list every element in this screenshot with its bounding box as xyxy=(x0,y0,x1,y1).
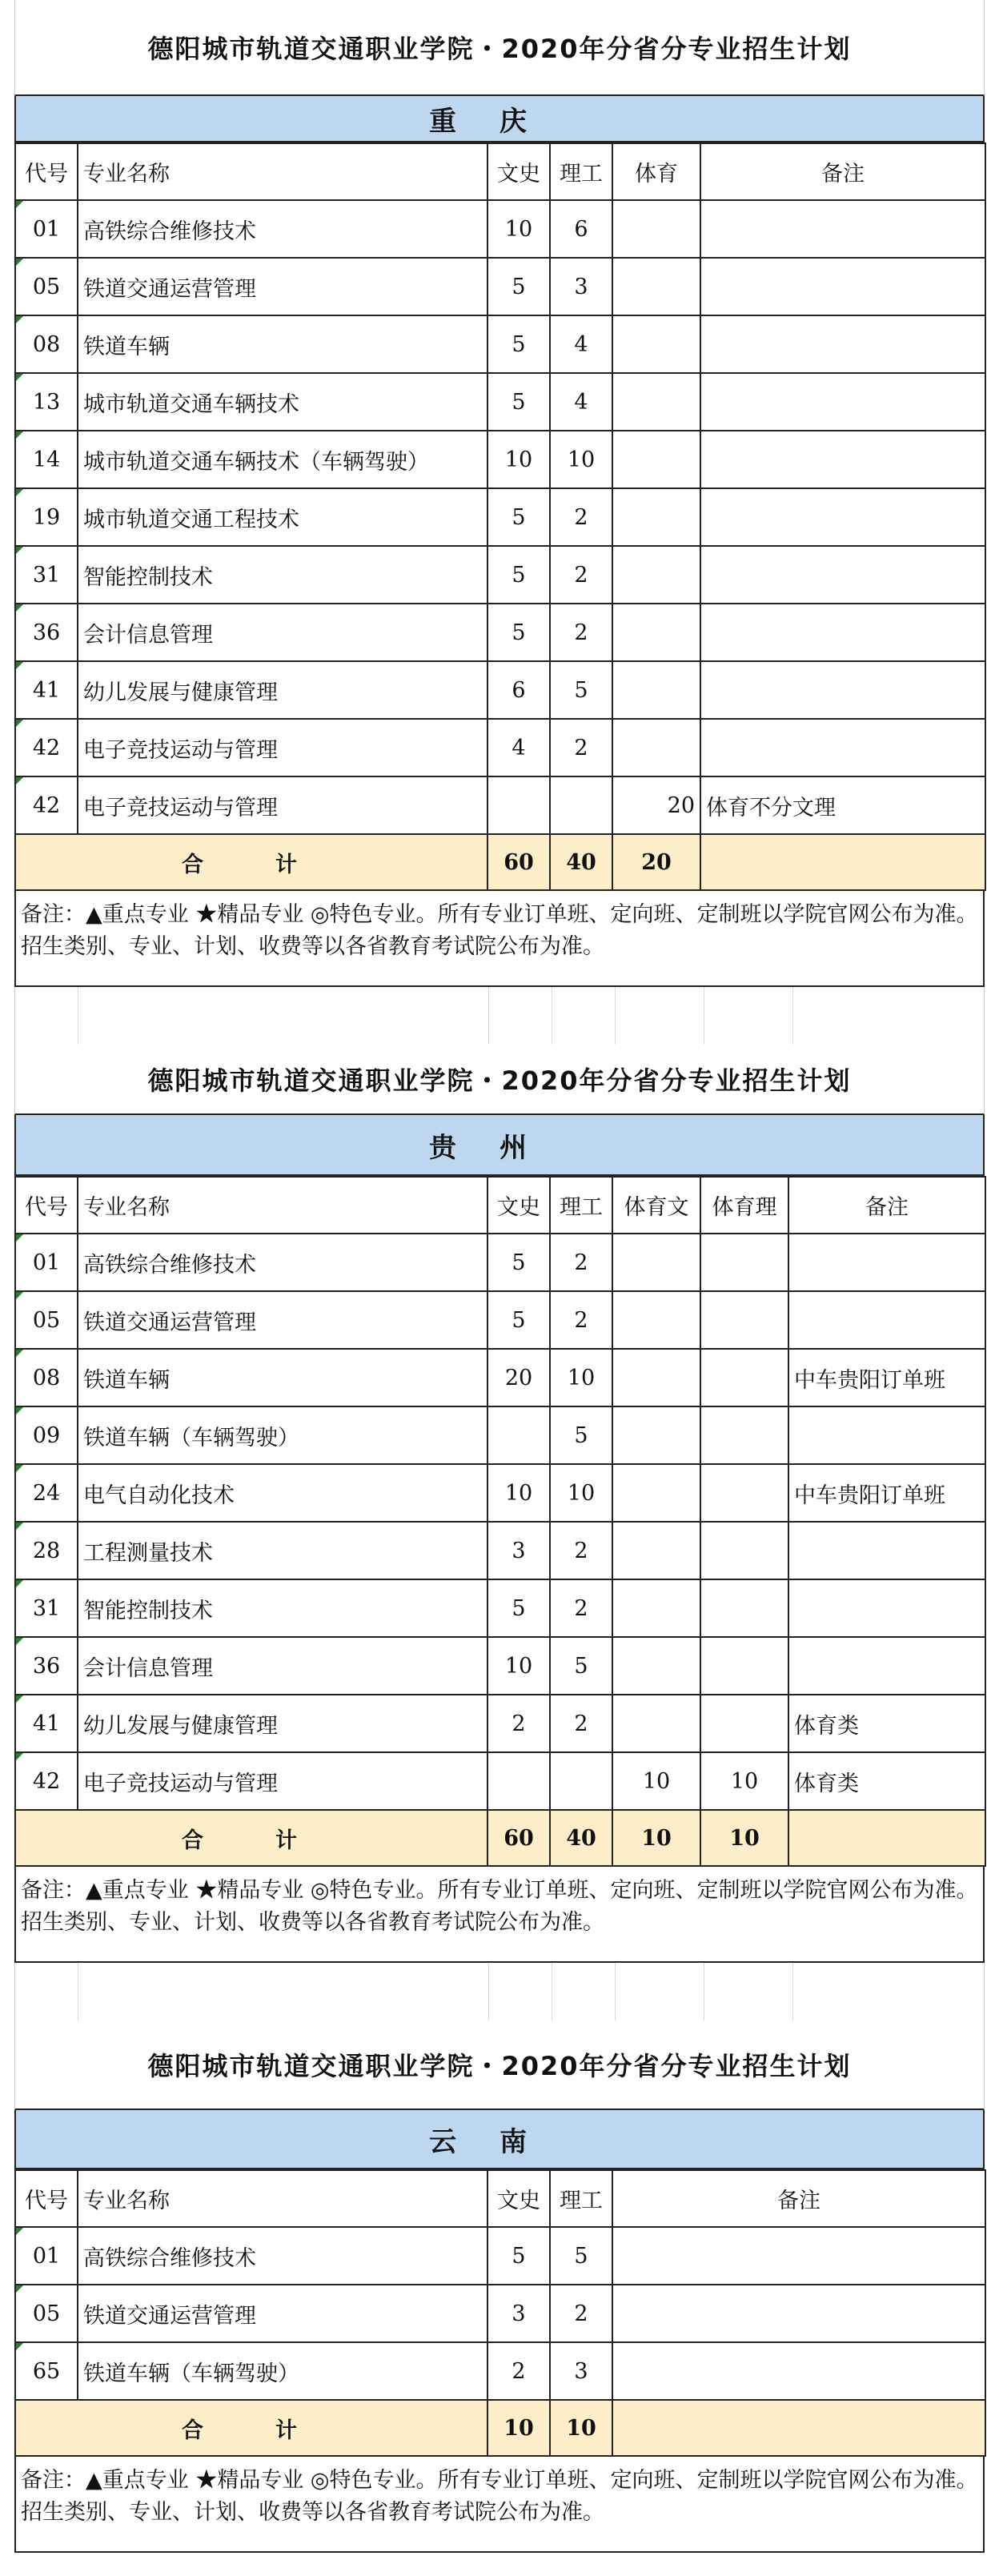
cell-name: 城市轨道交通车辆技术（车辆驾驶） xyxy=(78,431,487,488)
cell-flag-marker xyxy=(16,489,23,496)
total-wen: 10 xyxy=(487,2400,550,2456)
cell-note xyxy=(700,488,985,546)
cell-li: 2 xyxy=(550,2285,612,2342)
cell-li xyxy=(550,776,612,834)
header-code: 代号 xyxy=(15,143,78,200)
total-label: 合计 xyxy=(15,1810,487,1866)
cell-note: 体育不分文理 xyxy=(700,776,985,834)
table-row xyxy=(15,200,985,258)
header-note: 备注 xyxy=(788,1177,985,1234)
cell-name: 高铁综合维修技术 xyxy=(78,200,487,258)
cell-flag-marker xyxy=(16,316,23,323)
cell-flag-marker xyxy=(16,201,23,208)
cell-ty xyxy=(612,488,700,546)
cell-tyl xyxy=(700,1522,788,1579)
header-li: 理工 xyxy=(550,2170,612,2227)
cell-flag-marker xyxy=(16,1465,23,1472)
cell-name: 电气自动化技术 xyxy=(78,1464,487,1522)
cell-note xyxy=(700,373,985,431)
total-wen: 60 xyxy=(487,1810,550,1866)
cell-name: 铁道车辆（车辆驾驶） xyxy=(78,2342,487,2400)
cell-wen: 10 xyxy=(487,431,550,488)
total-li: 40 xyxy=(550,1810,612,1866)
total-row xyxy=(15,1810,985,1866)
cell-tyl xyxy=(700,1695,788,1752)
legend-note: 备注：▲重点专业 ★精品专业 ◎特色专业。所有专业订单班、定向班、定制班以学院官网公布为准。招生类别、专业、计划、收费等以各省教育考试院公布为准。 xyxy=(14,2457,985,2553)
cell-ty xyxy=(612,546,700,604)
cell-note xyxy=(788,1291,985,1349)
cell-code: 36 xyxy=(15,604,78,661)
cell-tyw xyxy=(612,1637,700,1695)
cell-tyl xyxy=(700,1291,788,1349)
header-note: 备注 xyxy=(612,2170,985,2227)
cell-note xyxy=(788,1637,985,1695)
cell-li: 2 xyxy=(550,604,612,661)
cell-code: 31 xyxy=(15,546,78,604)
cell-code: 42 xyxy=(15,719,78,776)
cell-flag-marker xyxy=(16,1407,23,1414)
cell-flag-marker xyxy=(16,1638,23,1645)
table-row xyxy=(15,1464,985,1522)
cell-flag-marker xyxy=(16,259,23,266)
cell-li: 5 xyxy=(550,1406,612,1464)
cell-name: 铁道交通运营管理 xyxy=(78,1291,487,1349)
table-row xyxy=(15,776,985,834)
cell-note: 体育类 xyxy=(788,1695,985,1752)
total-li: 10 xyxy=(550,2400,612,2456)
blank-spacer xyxy=(14,1963,985,2020)
cell-code: 08 xyxy=(15,315,78,373)
cell-flag-marker xyxy=(16,2228,23,2235)
cell-note xyxy=(788,1234,985,1291)
cell-tyw xyxy=(612,1234,700,1291)
cell-flag-marker xyxy=(16,2285,23,2293)
table-row xyxy=(15,1752,985,1810)
header-li: 理工 xyxy=(550,1177,612,1234)
total-label: 合计 xyxy=(15,834,487,890)
cell-name: 会计信息管理 xyxy=(78,604,487,661)
cell-ty xyxy=(612,258,700,315)
cell-code: 65 xyxy=(15,2342,78,2400)
table-row xyxy=(15,2227,985,2285)
table-row xyxy=(15,431,985,488)
cell-note xyxy=(612,2342,985,2400)
cell-code: 41 xyxy=(15,1695,78,1752)
header-name: 专业名称 xyxy=(78,143,487,200)
cell-flag-marker xyxy=(16,604,23,612)
table-row xyxy=(15,315,985,373)
cell-note xyxy=(788,1579,985,1637)
cell-wen: 5 xyxy=(487,1579,550,1637)
cell-flag-marker xyxy=(16,374,23,381)
cell-tyl xyxy=(700,1349,788,1406)
cell-wen: 2 xyxy=(487,1695,550,1752)
cell-name: 铁道车辆（车辆驾驶） xyxy=(78,1406,487,1464)
table-header-row xyxy=(15,2170,985,2227)
cell-ty xyxy=(612,604,700,661)
cell-li: 3 xyxy=(550,258,612,315)
cell-tyw xyxy=(612,1349,700,1406)
plan-table-chongqing xyxy=(14,142,986,891)
legend-note: 备注：▲重点专业 ★精品专业 ◎特色专业。所有专业订单班、定向班、定制班以学院官网公布为准。招生类别、专业、计划、收费等以各省教育考试院公布为准。 xyxy=(14,891,985,987)
cell-tyw: 10 xyxy=(612,1752,700,1810)
cell-name: 幼儿发展与健康管理 xyxy=(78,661,487,719)
cell-name: 电子竞技运动与管理 xyxy=(78,719,487,776)
total-note xyxy=(612,2400,985,2456)
cell-flag-marker xyxy=(16,1234,23,1242)
header-wen: 文史 xyxy=(487,143,550,200)
cell-code: 42 xyxy=(15,776,78,834)
cell-code: 41 xyxy=(15,661,78,719)
cell-flag-marker xyxy=(16,1695,23,1703)
cell-name: 工程测量技术 xyxy=(78,1522,487,1579)
cell-li: 2 xyxy=(550,488,612,546)
admission-plan-document xyxy=(14,0,985,2553)
cell-code: 01 xyxy=(15,1234,78,1291)
cell-li: 2 xyxy=(550,1234,612,1291)
cell-wen: 5 xyxy=(487,546,550,604)
cell-li: 4 xyxy=(550,373,612,431)
header-ty: 体育 xyxy=(612,143,700,200)
cell-wen: 2 xyxy=(487,2342,550,2400)
cell-li: 5 xyxy=(550,2227,612,2285)
cell-flag-marker xyxy=(16,1292,23,1299)
cell-tyl xyxy=(700,1406,788,1464)
cell-code: 14 xyxy=(15,431,78,488)
cell-wen: 5 xyxy=(487,373,550,431)
cell-name: 智能控制技术 xyxy=(78,1579,487,1637)
cell-code: 42 xyxy=(15,1752,78,1810)
header-wen: 文史 xyxy=(487,2170,550,2227)
cell-tyl xyxy=(700,1234,788,1291)
region-header-guizhou: 贵州 xyxy=(14,1115,985,1176)
cell-name: 铁道交通运营管理 xyxy=(78,2285,487,2342)
cell-flag-marker xyxy=(16,1580,23,1587)
header-tyw: 体育文 xyxy=(612,1177,700,1234)
cell-li: 5 xyxy=(550,1637,612,1695)
cell-flag-marker xyxy=(16,431,23,439)
cell-flag-marker xyxy=(16,1523,23,1530)
cell-code: 05 xyxy=(15,258,78,315)
cell-li: 4 xyxy=(550,315,612,373)
cell-tyw xyxy=(612,1522,700,1579)
cell-flag-marker xyxy=(16,1753,23,1760)
table-row xyxy=(15,1522,985,1579)
cell-ty xyxy=(612,373,700,431)
cell-name: 城市轨道交通车辆技术 xyxy=(78,373,487,431)
cell-note: 中车贵阳订单班 xyxy=(788,1349,985,1406)
cell-code: 09 xyxy=(15,1406,78,1464)
header-code: 代号 xyxy=(15,1177,78,1234)
cell-li: 6 xyxy=(550,200,612,258)
cell-ty: 20 xyxy=(612,776,700,834)
cell-wen: 6 xyxy=(487,661,550,719)
cell-name: 智能控制技术 xyxy=(78,546,487,604)
header-li: 理工 xyxy=(550,143,612,200)
header-name: 专业名称 xyxy=(78,2170,487,2227)
table-row xyxy=(15,258,985,315)
cell-tyw xyxy=(612,1464,700,1522)
cell-note: 中车贵阳订单班 xyxy=(788,1464,985,1522)
table-header-row xyxy=(15,143,985,200)
plan-table-yunnan xyxy=(14,2169,986,2457)
cell-note xyxy=(700,258,985,315)
header-name: 专业名称 xyxy=(78,1177,487,1234)
cell-note xyxy=(612,2227,985,2285)
cell-wen: 10 xyxy=(487,200,550,258)
cell-code: 36 xyxy=(15,1637,78,1695)
cell-name: 城市轨道交通工程技术 xyxy=(78,488,487,546)
total-label: 合计 xyxy=(15,2400,487,2456)
cell-name: 高铁综合维修技术 xyxy=(78,2227,487,2285)
section-title: 德阳城市轨道交通职业学院・2020年分省分专业招生计划 xyxy=(14,1045,985,1115)
cell-wen xyxy=(487,1752,550,1810)
total-note xyxy=(788,1810,985,1866)
cell-flag-marker xyxy=(16,1350,23,1357)
table-row xyxy=(15,1234,985,1291)
cell-ty xyxy=(612,661,700,719)
cell-code: 31 xyxy=(15,1579,78,1637)
cell-wen: 5 xyxy=(487,1291,550,1349)
cell-li: 2 xyxy=(550,1291,612,1349)
cell-li: 2 xyxy=(550,1522,612,1579)
cell-li: 10 xyxy=(550,431,612,488)
cell-name: 会计信息管理 xyxy=(78,1637,487,1695)
cell-note xyxy=(700,661,985,719)
cell-tyw xyxy=(612,1695,700,1752)
cell-code: 05 xyxy=(15,2285,78,2342)
cell-note xyxy=(788,1406,985,1464)
cell-name: 高铁综合维修技术 xyxy=(78,1234,487,1291)
cell-li: 2 xyxy=(550,546,612,604)
cell-tyw xyxy=(612,1406,700,1464)
table-row xyxy=(15,2342,985,2400)
header-code: 代号 xyxy=(15,2170,78,2227)
cell-tyl xyxy=(700,1579,788,1637)
total-li: 40 xyxy=(550,834,612,890)
cell-note xyxy=(612,2285,985,2342)
cell-ty xyxy=(612,200,700,258)
table-row xyxy=(15,2285,985,2342)
table-row xyxy=(15,1291,985,1349)
total-row xyxy=(15,2400,985,2456)
table-row xyxy=(15,1406,985,1464)
cell-flag-marker xyxy=(16,720,23,727)
total-note xyxy=(700,834,985,890)
cell-note xyxy=(700,431,985,488)
cell-flag-marker xyxy=(16,547,23,554)
table-row xyxy=(15,1349,985,1406)
cell-code: 01 xyxy=(15,200,78,258)
cell-tyl xyxy=(700,1464,788,1522)
cell-code: 28 xyxy=(15,1522,78,1579)
header-tyl: 体育理 xyxy=(700,1177,788,1234)
table-row xyxy=(15,488,985,546)
total-row xyxy=(15,834,985,890)
cell-name: 幼儿发展与健康管理 xyxy=(78,1695,487,1752)
cell-wen: 5 xyxy=(487,258,550,315)
cell-code: 01 xyxy=(15,2227,78,2285)
table-row xyxy=(15,373,985,431)
cell-note xyxy=(700,719,985,776)
cell-li: 2 xyxy=(550,1579,612,1637)
cell-ty xyxy=(612,431,700,488)
cell-code: 24 xyxy=(15,1464,78,1522)
total-ty: 20 xyxy=(612,834,700,890)
cell-note xyxy=(700,315,985,373)
cell-code: 08 xyxy=(15,1349,78,1406)
cell-wen xyxy=(487,776,550,834)
cell-li: 2 xyxy=(550,719,612,776)
cell-note xyxy=(700,604,985,661)
cell-li: 10 xyxy=(550,1349,612,1406)
region-header-chongqing: 重庆 xyxy=(14,96,985,142)
cell-wen xyxy=(487,1406,550,1464)
cell-code: 19 xyxy=(15,488,78,546)
cell-ty xyxy=(612,719,700,776)
cell-li: 10 xyxy=(550,1464,612,1522)
cell-wen: 10 xyxy=(487,1464,550,1522)
table-row xyxy=(15,1637,985,1695)
legend-note: 备注：▲重点专业 ★精品专业 ◎特色专业。所有专业订单班、定向班、定制班以学院官网公布为准。招生类别、专业、计划、收费等以各省教育考试院公布为准。 xyxy=(14,1867,985,1963)
table-header-row xyxy=(15,1177,985,1234)
cell-li: 2 xyxy=(550,1695,612,1752)
cell-wen: 5 xyxy=(487,604,550,661)
header-note: 备注 xyxy=(700,143,985,200)
cell-wen: 4 xyxy=(487,719,550,776)
cell-wen: 20 xyxy=(487,1349,550,1406)
cell-wen: 5 xyxy=(487,315,550,373)
cell-li xyxy=(550,1752,612,1810)
cell-li: 5 xyxy=(550,661,612,719)
cell-wen: 3 xyxy=(487,2285,550,2342)
blank-spacer xyxy=(14,987,985,1045)
cell-note xyxy=(788,1522,985,1579)
plan-table-guizhou xyxy=(14,1176,986,1867)
table-row xyxy=(15,604,985,661)
section-title: 德阳城市轨道交通职业学院・2020年分省分专业招生计划 xyxy=(14,2020,985,2110)
cell-flag-marker xyxy=(16,662,23,669)
cell-tyw xyxy=(612,1291,700,1349)
cell-name: 电子竞技运动与管理 xyxy=(78,1752,487,1810)
cell-tyl xyxy=(700,1637,788,1695)
cell-name: 铁道车辆 xyxy=(78,315,487,373)
total-tyl: 10 xyxy=(700,1810,788,1866)
cell-flag-marker xyxy=(16,777,23,784)
cell-li: 3 xyxy=(550,2342,612,2400)
region-header-yunnan: 云南 xyxy=(14,2110,985,2169)
table-row xyxy=(15,546,985,604)
cell-wen: 3 xyxy=(487,1522,550,1579)
table-row xyxy=(15,1579,985,1637)
section-title: 德阳城市轨道交通职业学院・2020年分省分专业招生计划 xyxy=(14,0,985,96)
cell-name: 电子竞技运动与管理 xyxy=(78,776,487,834)
cell-code: 05 xyxy=(15,1291,78,1349)
cell-note xyxy=(700,200,985,258)
total-wen: 60 xyxy=(487,834,550,890)
table-row xyxy=(15,719,985,776)
cell-code: 13 xyxy=(15,373,78,431)
cell-note xyxy=(700,546,985,604)
cell-note: 体育类 xyxy=(788,1752,985,1810)
cell-flag-marker xyxy=(16,2343,23,2350)
cell-wen: 5 xyxy=(487,488,550,546)
table-row xyxy=(15,661,985,719)
cell-tyw xyxy=(612,1579,700,1637)
cell-wen: 5 xyxy=(487,2227,550,2285)
header-wen: 文史 xyxy=(487,1177,550,1234)
cell-name: 铁道车辆 xyxy=(78,1349,487,1406)
cell-ty xyxy=(612,315,700,373)
cell-name: 铁道交通运营管理 xyxy=(78,258,487,315)
cell-wen: 10 xyxy=(487,1637,550,1695)
table-row xyxy=(15,1695,985,1752)
total-tyw: 10 xyxy=(612,1810,700,1866)
cell-tyl: 10 xyxy=(700,1752,788,1810)
cell-wen: 5 xyxy=(487,1234,550,1291)
